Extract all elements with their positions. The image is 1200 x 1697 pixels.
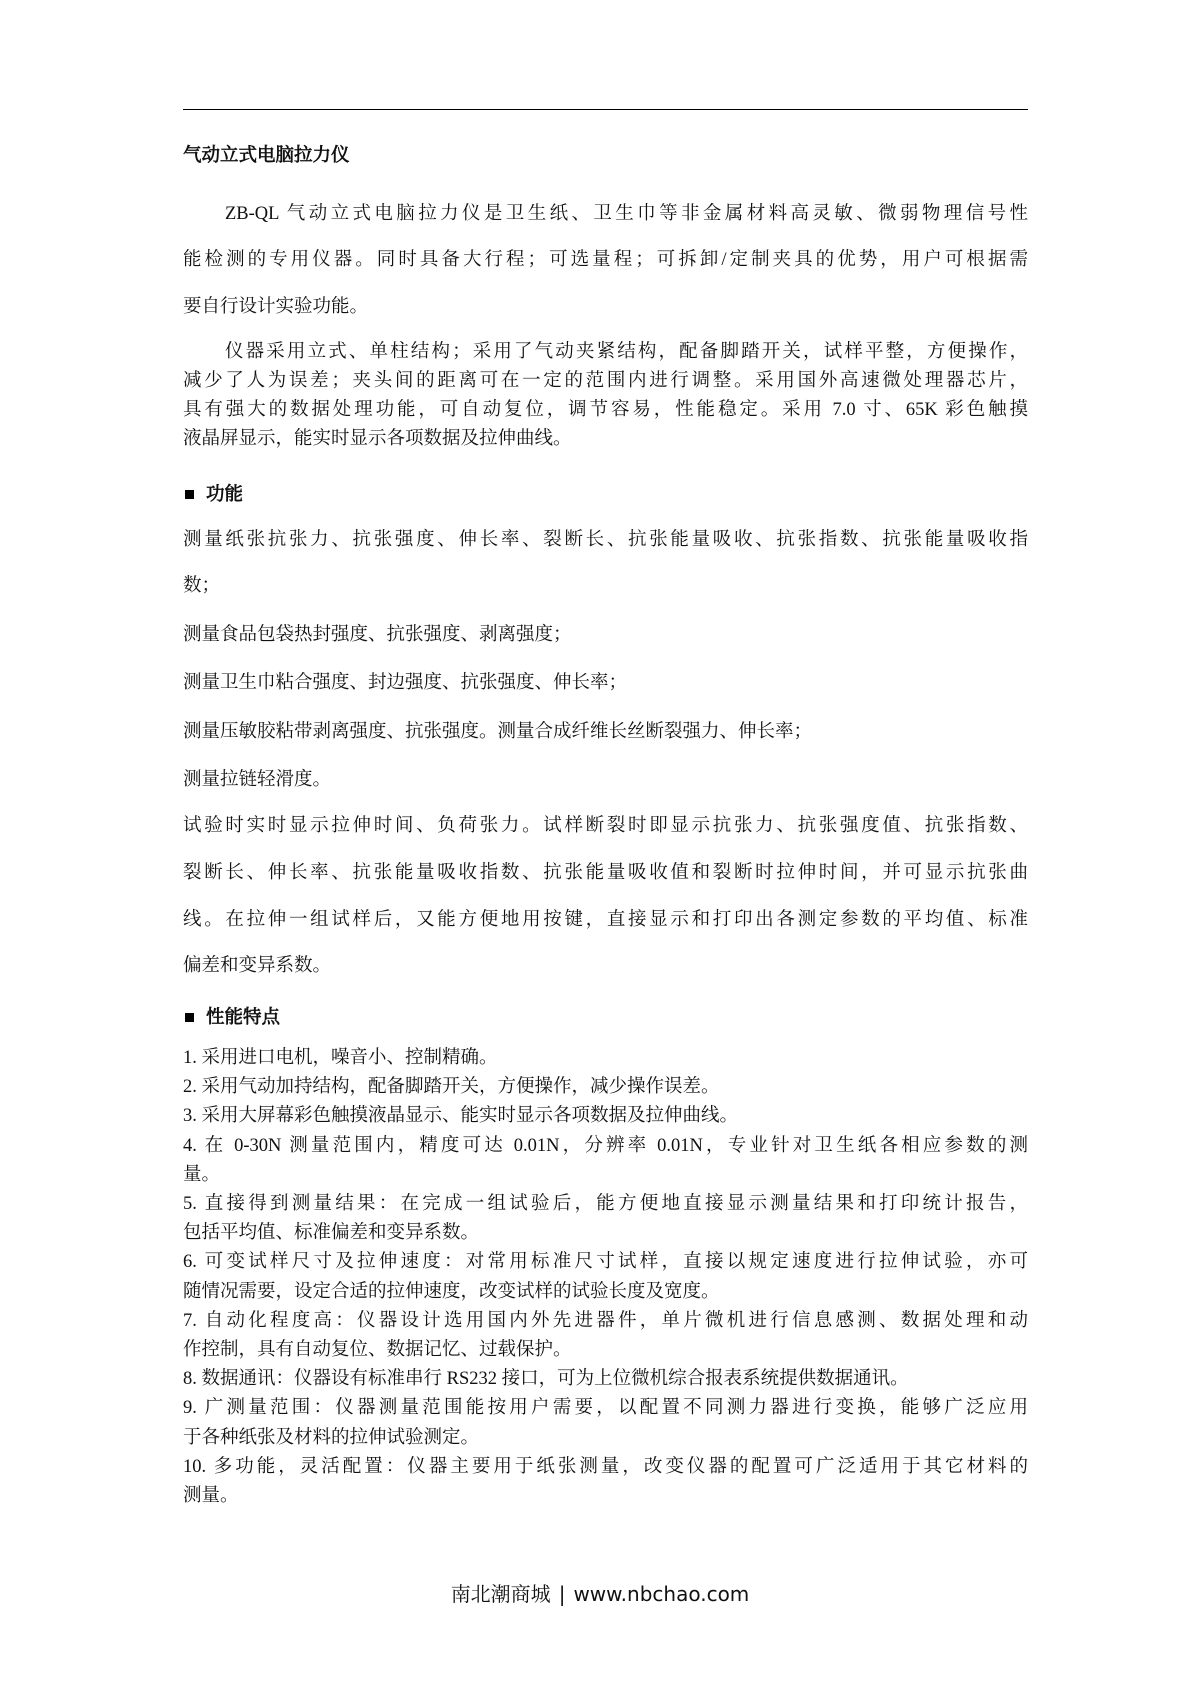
function-line: 测量食品包袋热封强度、抗张强度、剥离强度； — [183, 625, 572, 645]
heading-text: 功能 — [206, 485, 244, 505]
feature-item-line: 于各种纸张及材料的拉伸试验测定。 — [183, 1427, 480, 1448]
section-heading-functions — [183, 483, 1028, 507]
function-line: 试验时实时显示拉伸时间、负荷张力。试样断裂时即显示抗张力、抗张强度值、抗张指数、 — [183, 816, 1028, 836]
section-heading-features — [183, 1006, 1028, 1030]
feature-item-line: 随情况需要，设定合适的拉伸速度，改变试样的试验长度及宽度。 — [183, 1281, 720, 1302]
footer — [0, 1578, 1200, 1607]
bullet-square-icon — [185, 490, 194, 499]
feature-item-line: 作控制，具有自动复位、数据记忆、过载保护。 — [183, 1340, 572, 1360]
intro-paragraph-1-line: 能检测的专用仪器。同时具备大行程；可选量程；可拆卸/定制夹具的优势，用户可根据需 — [183, 250, 1028, 270]
footer-url[interactable]: www.nbchao.com — [573, 1582, 750, 1606]
function-line: 偏差和变异系数。 — [183, 956, 332, 976]
intro-paragraph-2-line: 具有强大的数据处理功能，可自动复位，调节容易，性能稳定。采用 7.0 寸、65K 彩色触摸 — [183, 400, 1028, 420]
footer-brand: 南北潮商城 — [450, 1582, 551, 1606]
intro-paragraph-1-line: ZB-QL 气动立式电脑拉力仪是卫生纸、卫生巾等非金属材料高灵敏、微弱物理信号性 — [225, 204, 1028, 224]
function-line: 数； — [183, 576, 221, 596]
function-line: 测量拉链轻滑度。 — [183, 770, 332, 790]
feature-item-line: 1. 采用进口电机，噪音小、控制精确。 — [183, 1048, 498, 1068]
function-line: 线。在拉伸一组试样后，又能方便地用按键，直接显示和打印出各测定参数的平均值、标准 — [183, 910, 1028, 930]
heading-text: 性能特点 — [206, 1008, 281, 1028]
function-line: 测量压敏胶粘带剥离强度、抗张强度。测量合成纤维长丝断裂强力、伸长率； — [183, 722, 813, 742]
header-rule — [183, 109, 1028, 110]
intro-paragraph-1-line: 要自行设计实验功能。 — [183, 297, 369, 317]
feature-item-line: 包括平均值、标准偏差和变异系数。 — [183, 1223, 480, 1244]
bullet-square-icon — [185, 1013, 194, 1022]
feature-item-line: 3. 采用大屏幕彩色触摸液晶显示、能实时显示各项数据及拉伸曲线。 — [183, 1106, 739, 1127]
document-title: 气动立式电脑拉力仪 — [183, 146, 350, 166]
feature-item-line: 9. 广测量范围：仪器测量范围能按用户需要，以配置不同测力器进行变换，能够广泛应用 — [183, 1398, 1028, 1419]
intro-paragraph-2-line: 仪器采用立式、单柱结构；采用了气动夹紧结构，配备脚踏开关，试样平整，方便操作， — [225, 342, 1028, 362]
feature-item-line: 7. 自动化程度高：仪器设计选用国内外先进器件，单片微机进行信息感测、数据处理和动 — [183, 1310, 1028, 1331]
feature-item-line: 8. 数据通讯：仪器设有标准串行 RS232 接口，可为上位微机综合报表系统提供数据通讯。 — [183, 1369, 909, 1390]
feature-item-line: 量。 — [183, 1164, 221, 1185]
function-line: 测量卫生巾粘合强度、封边强度、抗张强度、伸长率； — [183, 673, 628, 693]
feature-item-line: 2. 采用气动加持结构，配备脚踏开关，方便操作，减少操作误差。 — [183, 1077, 720, 1098]
intro-paragraph-2-line: 液晶屏显示，能实时显示各项数据及拉伸曲线。 — [183, 429, 572, 449]
function-line: 测量纸张抗张力、抗张强度、伸长率、裂断长、抗张能量吸收、抗张指数、抗张能量吸收指 — [183, 530, 1028, 550]
feature-item-line: 6. 可变试样尺寸及拉伸速度：对常用标准尺寸试样，直接以规定速度进行拉伸试验，亦可 — [183, 1252, 1028, 1273]
intro-paragraph-2-line: 减少了人为误差；夹头间的距离可在一定的范围内进行调整。采用国外高速微处理器芯片， — [183, 371, 1028, 391]
feature-item-line: 4. 在 0-30N 测量范围内，精度可达 0.01N，分辨率 0.01N，专业针对卫生纸各相应参数的测 — [183, 1135, 1028, 1156]
feature-item-line: 10. 多功能，灵活配置：仪器主要用于纸张测量，改变仪器的配置可广泛适用于其它材料的 — [183, 1456, 1028, 1477]
function-line: 裂断长、伸长率、抗张能量吸收指数、抗张能量吸收值和裂断时拉伸时间，并可显示抗张曲 — [183, 863, 1028, 883]
footer-separator: | — [558, 1582, 566, 1606]
feature-item-line: 测量。 — [183, 1486, 239, 1506]
feature-item-line: 5. 直接得到测量结果：在完成一组试验后，能方便地直接显示测量结果和打印统计报告， — [183, 1194, 1028, 1214]
